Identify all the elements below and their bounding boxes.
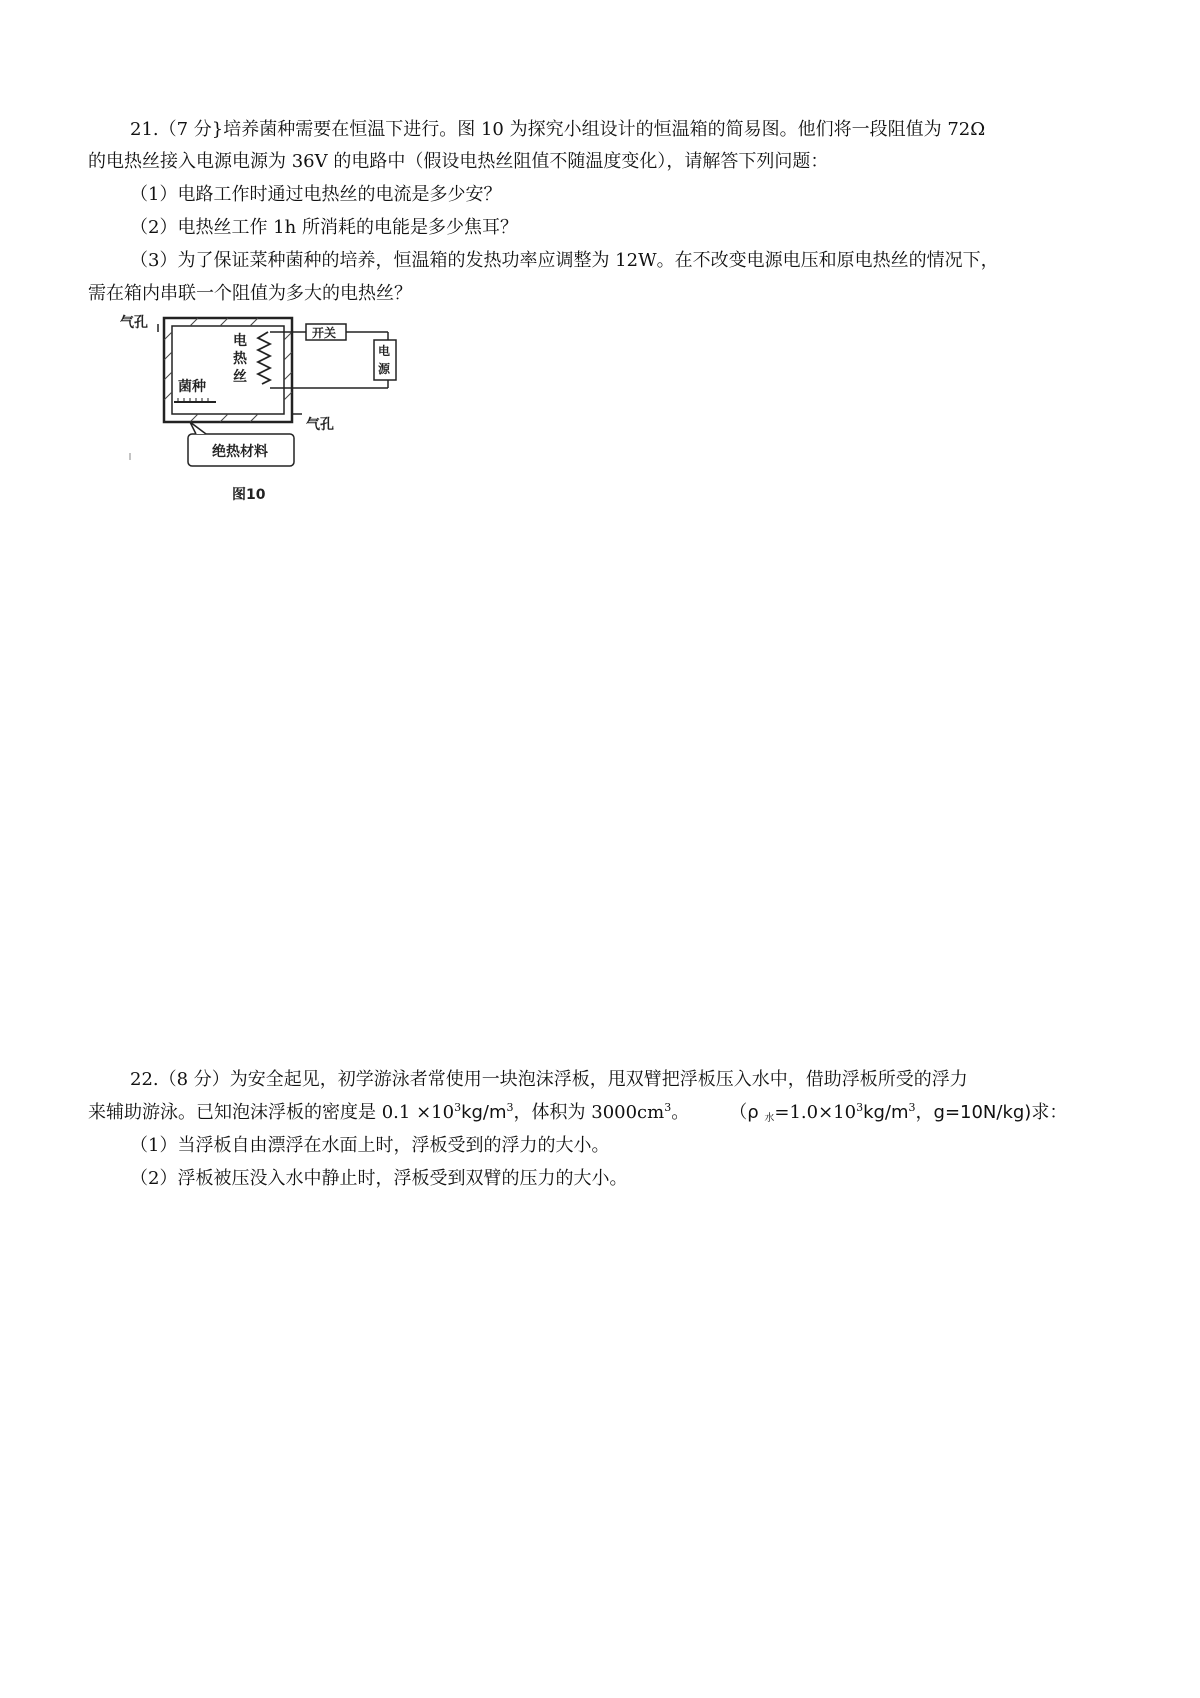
incubator-diagram <box>120 310 450 545</box>
q22-unit-1: kg/m <box>461 1102 507 1123</box>
box-outer-wall <box>164 318 292 422</box>
q22-period: 。 <box>671 1102 690 1123</box>
label-power-2: 源 <box>378 362 391 376</box>
label-insulation: 绝热材料 <box>212 444 268 460</box>
q22-density-text: 来辅助游泳。已知泡沫浮板的密度是 0.1 ×10 <box>88 1102 455 1123</box>
q21-line1: 21.（7 分}培养菌种需要在恒温下进行。图 10 为探究小组设计的恒温箱的简易图。他们将一段阻值为 72Ω <box>130 119 986 140</box>
q22-line2 <box>88 1098 1067 1128</box>
q22-exp-2: 3 <box>506 1101 514 1114</box>
q21-subquestion-1: （1）电路工作时通过电热丝的电流是多少安？ <box>130 184 502 205</box>
q22-rho-value: =1.0×10 <box>774 1102 857 1123</box>
label-air-hole-left: 气孔 <box>120 315 148 331</box>
label-power-1: 电 <box>378 344 391 358</box>
figure-10-incubator <box>120 310 450 545</box>
q21-subquestion-2: （2）电热丝工作 1h 所消耗的电能是多少焦耳？ <box>130 217 518 238</box>
q22-subquestion-1: （1）当浮板自由漂浮在水面上时，浮板受到的浮力的大小。 <box>130 1135 610 1156</box>
q22-rho-sub: 水 <box>764 1113 775 1124</box>
q21-line2: 的电热丝接入电源电源为 36V 的电路中（假设电热丝阻值不随温度变化），请解答下列问题： <box>88 151 829 172</box>
q22-subquestion-2: （2）浮板被压没入水中静止时，浮板受到双臂的压力的大小。 <box>130 1168 628 1189</box>
label-switch: 开关 <box>312 326 337 340</box>
q22-rho: （ρ <box>729 1102 765 1123</box>
label-culture: 菌种 <box>178 379 206 395</box>
label-heater-2: 热 <box>233 351 247 367</box>
q21-subquestion-3: （3）为了保证菜种菌种的培养，恒温箱的发热功率应调整为 12W。在不改变电源电压和原电热丝的情况下， <box>130 250 999 271</box>
q22-volume-text: ，体积为 3000cm <box>513 1102 665 1123</box>
heater-coil <box>258 332 270 384</box>
q21-line6: 需在箱内串联一个阻值为多大的电热丝？ <box>88 283 412 304</box>
label-air-hole-right: 气孔 <box>306 417 334 433</box>
q22-exp-5: 3 <box>908 1101 916 1114</box>
q22-exp-1: 3 <box>454 1101 462 1114</box>
insulation-callout-pointer <box>190 422 206 434</box>
label-heater-3: 丝 <box>233 369 247 385</box>
figure-caption: 图10 <box>232 487 266 503</box>
label-heater-1: 电 <box>233 333 247 349</box>
q22-exp-3: 3 <box>664 1101 672 1114</box>
wall-hatching <box>164 318 292 422</box>
q22-gravity: ，g=10N/kg)求： <box>915 1102 1068 1123</box>
q22-line1: 22.（8 分）为安全起见，初学游泳者常使用一块泡沫浮板，甩双臂把浮板压入水中，借助浮板所受的浮力 <box>130 1069 968 1090</box>
q22-unit-2: kg/m <box>863 1102 909 1123</box>
q22-exp-4: 3 <box>856 1101 864 1114</box>
